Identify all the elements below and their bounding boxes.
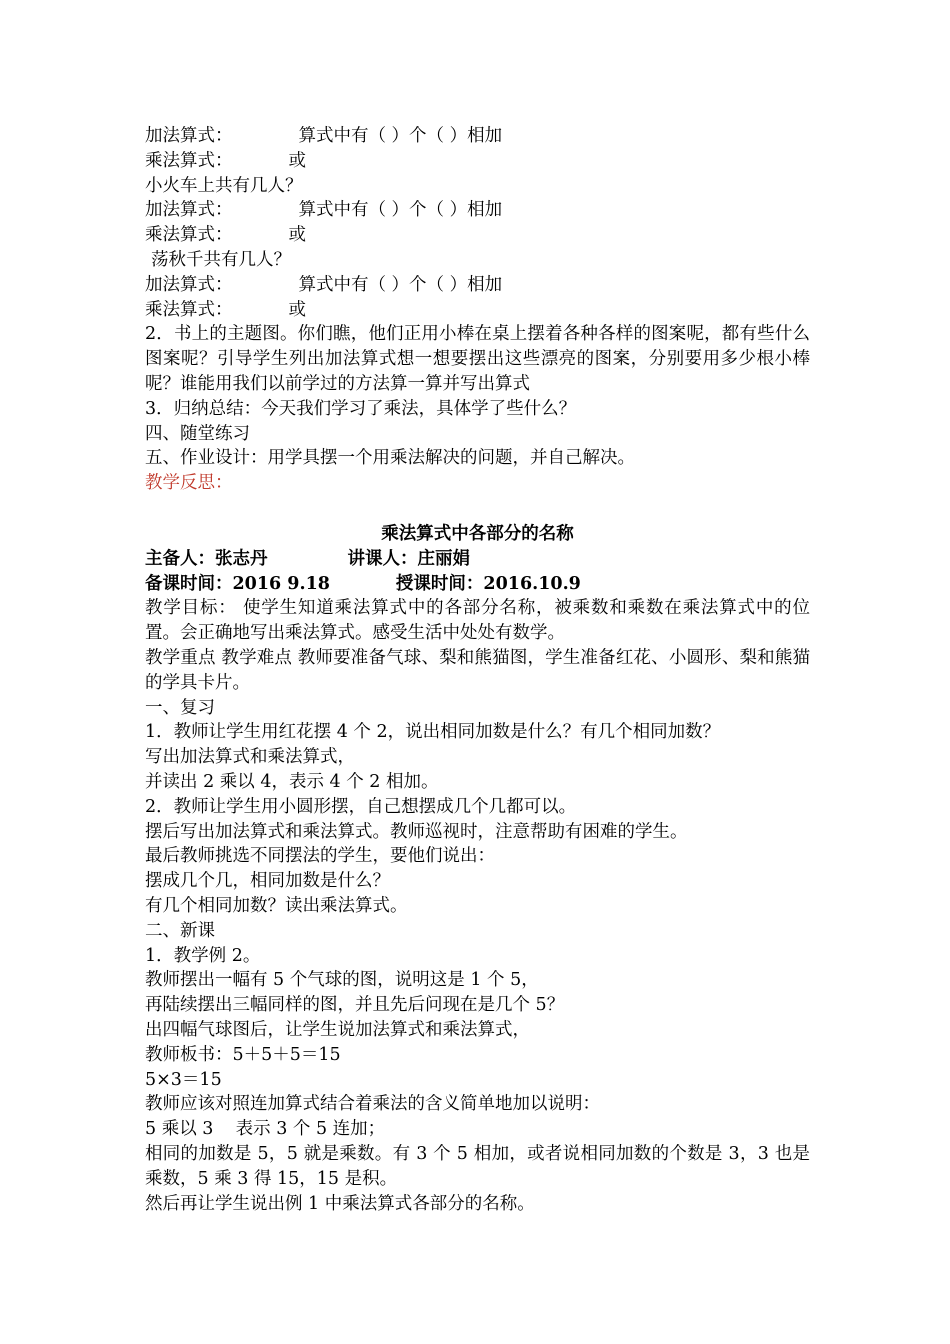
preparer-line: [145, 547, 810, 572]
line-label: 加法算式：: [145, 126, 233, 146]
item-3-paragraph: 3．归纳总结：今天我们学习了乘法，具体学了些什么？: [145, 398, 577, 419]
new-line-3: 再陆续摆出三幅同样的图，并且先后问现在是几个 5？: [145, 995, 565, 1016]
train2-mul-line: [145, 223, 810, 248]
top-section: [145, 124, 810, 496]
line-label: 乘法算式：: [145, 150, 233, 171]
prep-time: 备课时间：2016 9.18: [145, 573, 330, 594]
teaching-reflection-label: 教学反思：: [145, 473, 233, 494]
swing-mul-line: [145, 298, 810, 323]
new-line-8: 5 乘以 3 表示 3 个 5 连加；: [145, 1119, 386, 1140]
section-5-heading: 五、作业设计：用学具摆一个用乘法解决的问题，并自己解决。: [145, 448, 635, 469]
new-line-9: 相同的加数是 5，5 就是乘数。有 3 个 5 相加，或者说相同加数的个数是 3，3 也是乘数，5 乘 3 得 15，15 是积。: [145, 1143, 810, 1189]
lesson-section: [145, 522, 810, 1216]
swing-add-line: [145, 273, 810, 298]
new-lesson-heading: 二、新课: [145, 920, 215, 941]
new-line-5: 教师板书：5＋5＋5＝15: [145, 1044, 341, 1065]
line-label: 乘法算式：: [145, 225, 233, 246]
new-line-6: 5×3＝15: [145, 1069, 222, 1090]
review-line-8: 有几个相同加数？读出乘法算式。: [145, 895, 408, 916]
time-line: [145, 572, 810, 597]
section-4-heading: 四、随堂练习: [145, 423, 250, 444]
train-add-line: [145, 124, 810, 149]
question-swing: 荡秋千共有几人？: [151, 249, 291, 270]
line-text: 算式中有（ ）个（ ）相加: [298, 200, 503, 221]
line-text: 或: [288, 150, 306, 171]
lecturer: 讲课人：庄丽娟: [347, 548, 470, 569]
teaching-goal: 教学目标： 使学生知道乘法算式中的各部分名称，被乘数和乘数在乘法算式中的位置。会正确地写出乘法算式。感受生活中处处有数学。: [145, 598, 810, 644]
line-label: 加法算式：: [145, 200, 233, 221]
review-heading: 一、复习: [145, 697, 215, 718]
review-line-4: 2．教师让学生用小圆形摆，自己想摆成几个几都可以。: [145, 796, 577, 817]
new-line-2: 教师摆出一幅有 5 个气球的图，说明这是 1 个 5，: [145, 970, 539, 991]
preparer: 主备人：张志丹: [145, 548, 268, 569]
train-mul-line: [145, 149, 810, 174]
question-train: 小火车上共有几人？: [145, 175, 303, 196]
review-line-6: 最后教师挑选不同摆法的学生，要他们说出：: [145, 846, 495, 867]
review-line-7: 摆成几个几，相同加数是什么？: [145, 871, 390, 892]
review-line-2: 写出加法算式和乘法算式，: [145, 747, 355, 768]
new-line-7: 教师应该对照连加算式结合着乘法的含义简单地加以说明：: [145, 1094, 600, 1115]
line-label: 乘法算式：: [145, 299, 233, 320]
new-line-10: 然后再让学生说出例 1 中乘法算式各部分的名称。: [145, 1193, 535, 1214]
item-2-paragraph: 2．书上的主题图。你们瞧，他们正用小棒在桌上摆着各种各样的图案呢，都有些什么图案呢？引导学生列出加法算式想一想要摆出这些漂亮的图案，分别要用多少根小棒呢？谁能用我们以前学过的方法算一算并写出算式: [145, 324, 810, 394]
new-line-4: 出四幅气球图后，让学生说加法算式和乘法算式，: [145, 1019, 530, 1040]
teaching-focus: 教学重点 教学难点 教师要准备气球、梨和熊猫图，学生准备红花、小圆形、梨和熊猫的学具卡片。: [145, 647, 810, 693]
line-text: 或: [288, 225, 306, 246]
line-text: 或: [288, 299, 306, 320]
line-text: 算式中有（ ）个（ ）相加: [298, 274, 503, 295]
line-text: 算式中有（ ）个（ ）相加: [298, 126, 503, 146]
review-line-5: 摆后写出加法算式和乘法算式。教师巡视时，注意帮助有困难的学生。: [145, 821, 688, 842]
train2-add-line: [145, 198, 810, 223]
new-line-1: 1．教学例 2。: [145, 945, 261, 966]
review-line-3: 并读出 2 乘以 4，表示 4 个 2 相加。: [145, 771, 439, 792]
lesson-title: 乘法算式中各部分的名称: [381, 524, 574, 544]
line-label: 加法算式：: [145, 274, 233, 295]
review-line-1: 1．教师让学生用红花摆 4 个 2，说出相同加数是什么？有几个相同加数？: [145, 722, 721, 743]
teach-time: 授课时间：2016.10.9: [395, 573, 581, 594]
